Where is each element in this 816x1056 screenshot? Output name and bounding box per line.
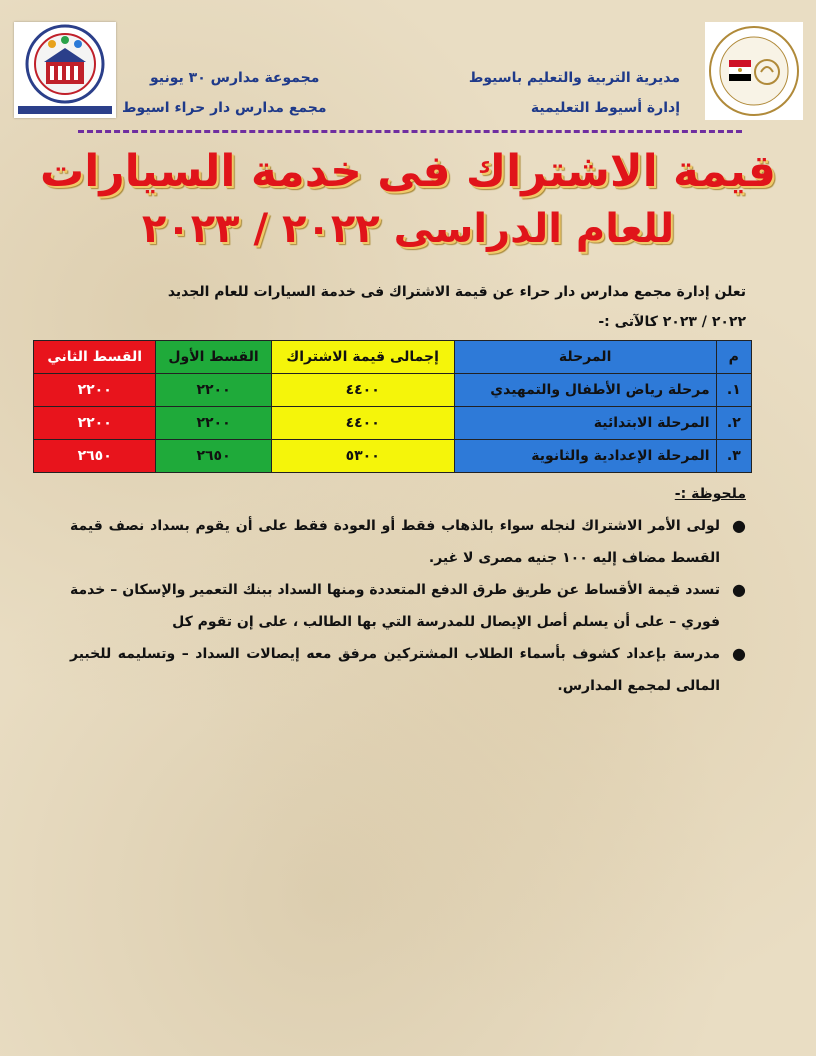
note-text: مدرسة بإعداد كشوف بأسماء الطلاب المشتركين مرفق معه إيصالات السداد – وتسليمه للخبير المالى لمجمع المدارس. xyxy=(70,646,720,694)
bullet-icon: ● xyxy=(732,580,746,599)
row-total: ٥٣٠٠ xyxy=(271,440,454,473)
main-subtitle: للعام الدراسى ٢٠٢٢ / ٢٠٢٣ xyxy=(141,206,675,252)
table-row xyxy=(34,374,752,407)
row-stage: المرحلة الإعدادية والثانوية xyxy=(454,440,716,473)
table-header-row xyxy=(34,341,752,374)
row-total: ٤٤٠٠ xyxy=(271,374,454,407)
row-first-installment: ٢٦٥٠ xyxy=(156,440,271,473)
fees-table xyxy=(33,340,752,473)
ministry-education-logo xyxy=(705,22,803,120)
row-second-installment: ٢٢٠٠ xyxy=(34,374,156,407)
school-group-name: مجموعة مدارس ٣٠ يونيو xyxy=(150,70,320,86)
directorate-name: مديرية التربية والتعليم باسيوط xyxy=(468,70,680,86)
intro-line-2: ٢٠٢٢ / ٢٠٢٣ كالآتى :- xyxy=(598,314,746,330)
header-total: إجمالى قيمة الاشتراك xyxy=(271,341,454,374)
school-complex-logo xyxy=(14,22,116,118)
row-first-installment: ٢٢٠٠ xyxy=(156,407,271,440)
row-total: ٤٤٠٠ xyxy=(271,407,454,440)
list-item xyxy=(70,638,750,702)
administration-name: إدارة أسيوط التعليمية xyxy=(530,100,680,116)
bullet-icon: ● xyxy=(732,644,746,663)
list-item xyxy=(70,510,750,574)
intro-line-1: تعلن إدارة مجمع مدارس دار حراء عن قيمة الاشتراك فى خدمة السيارات للعام الجديد xyxy=(167,284,746,300)
note-text: تسدد قيمة الأقساط عن طريق طرق الدفع المتعددة ومنها السداد ببنك التعمير والإسكان – خدمة فوري – على أن يسلم أصل الإيصال للمدرسة التي بها الطالب ، على إن تقوم كل xyxy=(70,582,720,630)
main-title: قيمة الاشتراك فى خدمة السيارات xyxy=(40,146,776,197)
row-first-installment: ٢٢٠٠ xyxy=(156,374,271,407)
row-second-installment: ٢٦٥٠ xyxy=(34,440,156,473)
table-row xyxy=(34,407,752,440)
school-complex-logo-icon xyxy=(14,22,116,118)
school-complex-name: مجمع مدارس دار حراء اسيوط xyxy=(122,100,327,116)
header-num: م xyxy=(716,341,751,374)
header-stage: المرحلة xyxy=(454,341,716,374)
note-label: ملحوظة :- xyxy=(674,486,746,502)
bullet-icon: ● xyxy=(732,516,746,535)
row-num: ٣. xyxy=(716,440,751,473)
list-item xyxy=(70,574,750,638)
header-first-installment: القسط الأول xyxy=(156,341,271,374)
row-num: ١. xyxy=(716,374,751,407)
notes-list xyxy=(70,510,750,702)
header-divider xyxy=(78,130,742,133)
header-second-installment: القسط الثاني xyxy=(34,341,156,374)
row-second-installment: ٢٢٠٠ xyxy=(34,407,156,440)
note-text: لولى الأمر الاشتراك لنجله سواء بالذهاب فقط أو العودة فقط على أن يقوم بسداد نصف قيمة القسط مضاف إليه ١٠٠ جنيه مصرى لا غير. xyxy=(70,518,720,566)
row-num: ٢. xyxy=(716,407,751,440)
ministry-education-logo-icon xyxy=(705,22,803,120)
table-row xyxy=(34,440,752,473)
row-stage: مرحلة رياض الأطفال والتمهيدي xyxy=(454,374,716,407)
row-stage: المرحلة الابتدائية xyxy=(454,407,716,440)
